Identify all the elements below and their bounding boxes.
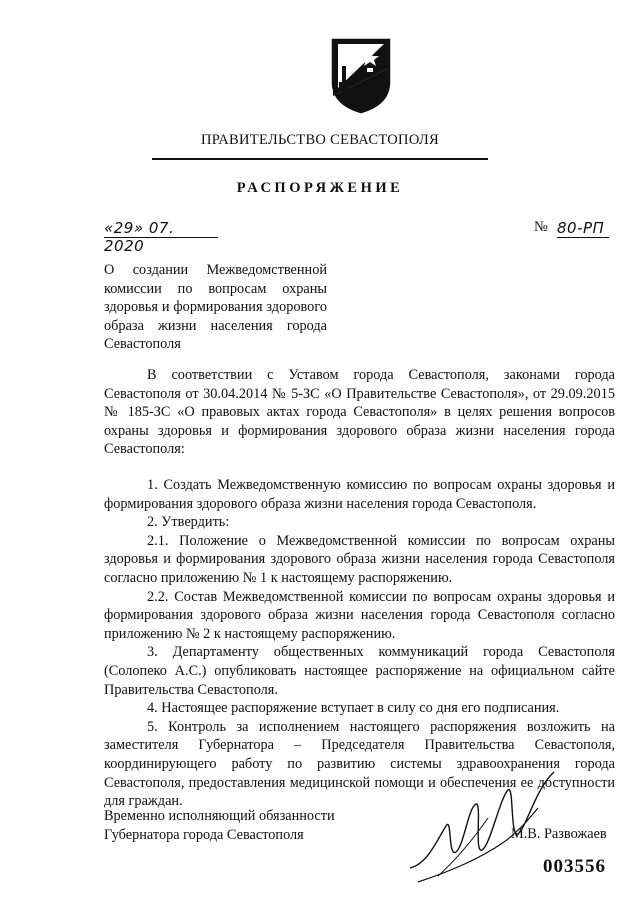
header-divider	[152, 158, 488, 160]
signatory-position	[104, 807, 335, 844]
list-item: 4. Настоящее распоряжение вступает в силу со дня его подписания.	[147, 700, 560, 717]
list-item: 2. Утвердить:	[147, 514, 230, 531]
number-prefix: №	[534, 219, 548, 235]
signatory-position-line2: Губернатора города Севастополя	[104, 826, 304, 843]
document-number-field: 80-РП	[557, 219, 609, 238]
preamble-paragraph: В соответствии с Уставом города Севастополя, законами города Севастополя от 30.04.2014 № 5-ЗС «О Правительстве Севастополя», от 29.09.2015 № 185-ЗС «О правовых актах города Севастополя» в целях решения вопросов охраны здоровья и формирования здорового образа жизни населения города Севастополя:	[104, 367, 615, 458]
list-item: 3. Департаменту общественных коммуникаций города Севастополя (Солопеко А.С.) опубликовать настоящее распоряжение на официальном сайте Правительства Севастополя.	[104, 644, 615, 698]
list-item: 5. Контроль за исполнением настоящего распоряжения возложить на заместителя Губернатора – Председателя Правительства Севастополя, координирующего работу по развитию системы здравоохранения города Севастополя, предоставления медицинской помощи и обеспечения ее доступности для граждан.	[104, 718, 615, 810]
preamble-block	[104, 366, 615, 459]
list-item: 2.2. Состав Межведомственной комиссии по вопросам охраны здоровья и формирования здорового образа жизни населения города Севастополя согласно приложению № 2 к настоящему распоряжению.	[104, 588, 615, 642]
document-subject: О создании Межведомственной комиссии по вопросам охраны здоровья и формирования здорового образа жизни населения города Севастополя	[104, 262, 327, 353]
date-field: «29» 07. 2020	[104, 219, 218, 238]
signatory-position-line1: Временно исполняющий обязанности	[104, 808, 335, 824]
government-title: ПРАВИТЕЛЬСТВО СЕВАСТОПОЛЯ	[201, 132, 439, 148]
coat-of-arms-emblem	[330, 38, 392, 114]
signatory-name: М.В. Развожаев	[511, 826, 607, 842]
document-type-title: РАСПОРЯЖЕНИЕ	[236, 180, 404, 196]
order-items	[104, 476, 615, 811]
list-item: 2.1. Положение о Межведомственной комиссии по вопросам охраны здоровья и формирования здорового образа жизни населения города Севастополя согласно приложению № 1 к настоящему распоряжению.	[104, 532, 615, 586]
serial-number: 003556	[543, 856, 606, 877]
list-item: 1. Создать Межведомственную комиссию по вопросам охраны здоровья и формирования здорового образа жизни населения города Севастополя.	[104, 477, 615, 512]
